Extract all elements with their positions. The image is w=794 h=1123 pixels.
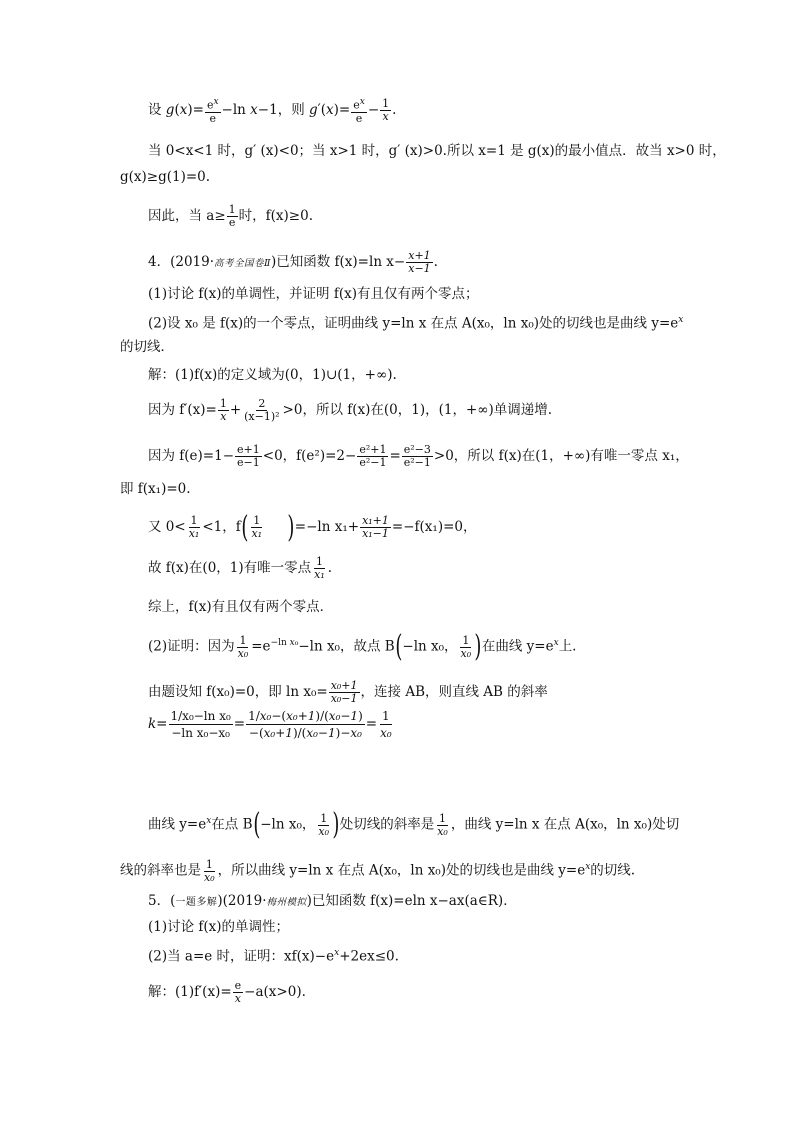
text-line: 设 g(x)= $\frac{e^x}{e}$ −ln x−1，则 g′(x)= $\frac{e^x}{e}$ − $\frac{1}{x}$ . [148, 96, 397, 125]
fraction: $\frac{e^x}{e}$ [206, 97, 219, 125]
fraction: $\frac{1}{\text{x₀}}$ [318, 811, 329, 838]
solution-line: 即 f(x₁)=0. [120, 481, 191, 497]
fraction: $\frac{x+1}{x-1}$ [408, 249, 431, 275]
source-label: 高考全国卷Ⅱ [214, 258, 271, 269]
solution-line: (2)证明：因为 $\frac{1}{\text{x₀}}$ $=e^{-ln x_0}-\ln$ x₀，故点 B(−ln x₀， $\frac{1}{\text{x₀}}$ )在曲线 $y=e^x$上. [148, 629, 577, 664]
question-1: (1)讨论 f(x)的单调性，并证明 f(x)有且仅有两个零点； [148, 286, 479, 302]
solution-line: 曲线 $y=e^x$在点 B(−ln x₀， $\frac{1}{\text{x₀}}$ )处切线的斜率是 $\frac{1}{\text{x₀}}$ ，曲线 y=ln x 在点 A(x₀，ln x₀)处切 [148, 807, 680, 842]
solution-line: 因为 f(e)=1− $\frac{e+1}{e-1}$ <0，f(e²)=2− $\frac{\text{e²+1}}{\text{e²−1}}$ = $\frac{\text{e²−3}}{\text{e²−1}}$ >0，所以 f(x)在(1，+∞)有唯一零点 x₁， [148, 443, 689, 469]
fraction: $\frac{2}{\text{(x−1)²}}$ [244, 397, 280, 423]
fraction: $\frac{e+1}{e-1}$ [237, 443, 260, 469]
solution-line: 由题设知 f(x₀)=0，即 ln x₀= $\frac{\text{x₀+1}}{\text{x₀−1}}$ ，连接 AB，则直线 AB 的斜率 [148, 679, 548, 705]
fraction: $\frac{1}{x}$ [382, 96, 390, 123]
fraction: $\frac{1}{\text{x₁}}$ [188, 514, 200, 540]
solution-line: 线的斜率也是 $\frac{1}{\text{x₀}}$ ，所以曲线 y=ln x 在点 A(x₀，ln x₀)处的切线也是曲线 $y=e^x$的切线. [120, 857, 636, 884]
fraction: $\frac{\text{1/x₀−ln x₀}}{\text{−ln x₀−x₀}}$ [170, 709, 231, 740]
fraction: $\frac{1}{\text{x₀}}$ [237, 633, 249, 660]
fraction: $\frac{e}{x}$ [234, 979, 242, 1005]
solution-line: 因为 f′(x)= $\frac{1}{x}$ + $\frac{2}{\text{(x−1)²}}$ >0，所以 f(x)在(0，1)，(1，+∞)单调递增. [148, 397, 553, 423]
problem-4-header: 4．(2019·高考全国卷Ⅱ)已知函数 f(x)=ln x− $\frac{x+1}{x-1}$ . [148, 249, 438, 275]
fraction: $\frac{\text{1/x₀−(x₀+1)/(x₀−1)}}{\text{−(x₀+1)/(x₀−1)−x₀}}$ [248, 709, 363, 740]
fraction: $\frac{1}{x}$ [219, 397, 227, 423]
solution-line: 又 0< $\frac{1}{\text{x₁}}$ <1，f( $\frac{1}{\text{x₁}}$ )=−ln x₁+ $\frac{\text{x₁+1}}{\text{x₁−1}}$ =−f(x₁)=0， [148, 509, 477, 545]
text-line: g(x)≥g(1)=0. [120, 169, 211, 185]
solution-line: 解：(1)f(x)的定义域为(0，1)∪(1，+∞). [148, 367, 397, 383]
fraction: $\frac{1}{e}$ [228, 203, 236, 229]
slope-formula: k= $\frac{\text{1/x₀−ln x₀}}{\text{−ln x₀−x₀}}$ = $\frac{\text{1/x₀−(x₀+1)/(x₀−1)}}{\text{−(x₀+1)/(x₀−1)−x₀}}$ = $\frac{1}{\text{x₀}}$ [148, 709, 392, 740]
fraction: $\frac{1}{\text{x₀}}$ [204, 857, 215, 884]
fraction: $\frac{e^x}{e}$ [353, 97, 365, 125]
fraction: $\frac{1}{\text{x₀}}$ [460, 633, 472, 660]
text-line: 的切线． [120, 339, 174, 355]
text-line: 因此，当 a≥ $\frac{1}{e}$ 时，f(x)≥0. [148, 203, 313, 229]
question-1: (1)讨论 f(x)的单调性； [148, 919, 290, 935]
solution-line: 解：(1)f′(x)= $\frac{e}{x}$ −a(x>0). [148, 979, 306, 1005]
source-label: 梅州模拟 [266, 897, 307, 908]
question-2: (2)设 x₀ 是 f(x)的一个零点，证明曲线 y=ln x 在点 A(x₀，ln x₀)处的切线也是曲线 $y=e^x$ [148, 315, 684, 332]
fraction: $\frac{\text{e²+1}}{\text{e²−1}}$ [359, 443, 387, 469]
fraction: $\frac{1}{\text{x₀}}$ [380, 709, 392, 740]
fraction: $\frac{\text{x₀+1}}{\text{x₀−1}}$ [330, 679, 358, 705]
tag-label: 一题多解 [175, 897, 218, 908]
fraction: $\frac{\text{e²−3}}{\text{e²−1}}$ [403, 443, 431, 469]
fraction: $\frac{\text{x₁+1}}{\text{x₁−1}}$ [362, 514, 389, 540]
text-line: 当 0<x<1 时，g′ (x)<0；当 x>1 时，g′ (x)>0.所以 x=1 是 g(x)的最小值点．故当 x>0 时， [148, 143, 726, 159]
solution-line: 故 f(x)在(0，1)有唯一零点 $\frac{1}{\text{x₁}}$ . [148, 555, 333, 581]
question-2: (2)当 a=e 时，证明：$xf(x)-e^x+2ex\le 0$. [148, 948, 399, 965]
solution-line: 综上，f(x)有且仅有两个零点． [148, 599, 334, 615]
fraction: $\frac{1}{\text{x₁}}$ [314, 555, 325, 581]
problem-5-header: 5．(一题多解)(2019·梅州模拟)已知函数 f(x)=eln x−ax(a∈R)． [148, 893, 517, 909]
fraction: $\frac{1}{\text{x₀}}$ [437, 811, 448, 838]
fraction: $\frac{1}{\text{x₁}}$ [251, 514, 263, 540]
